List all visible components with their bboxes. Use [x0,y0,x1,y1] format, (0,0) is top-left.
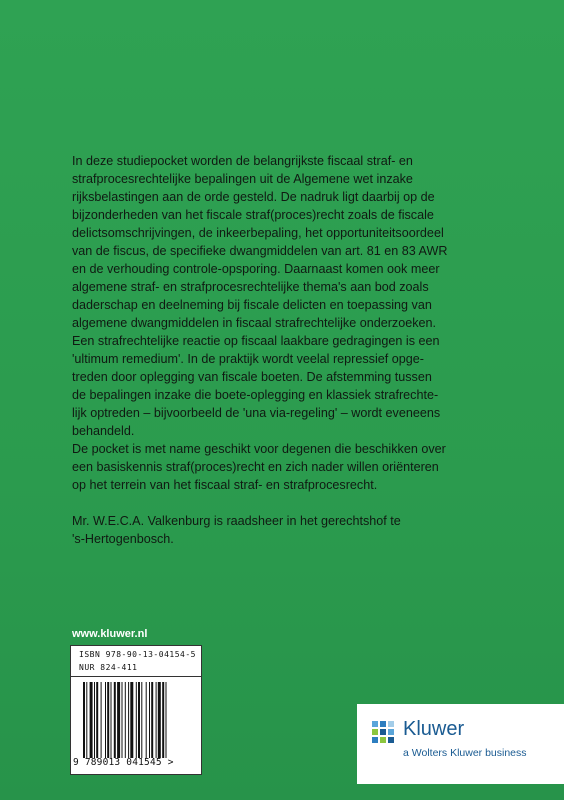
blurb-line: een basiskennis straf(proces)recht en zich nader willen oriënteren [72,460,439,474]
barcode-stripe [156,682,157,758]
blurb-line: In deze studiepocket worden de belangrijkste fiscaal straf- en [72,154,413,168]
barcode-stripe [128,682,129,758]
barcode-stripe [146,682,147,758]
barcode-stripe [94,682,95,758]
barcode-digits: 9 789013 041545 > [73,757,174,768]
nur-label: NUR 824-411 [79,663,138,672]
barcode-panel [70,645,202,775]
barcode-stripe [136,682,137,758]
barcode-stripe [86,682,87,758]
barcode-stripe [166,682,167,758]
blurb-line: Een strafrechtelijke reactie op fiscaal laakbare gedragingen is een [72,334,440,348]
publisher-brand: Kluwer [403,718,465,740]
blurb-line: en de verhouding controle-opsporing. Daarnaast komen ook meer [72,262,440,276]
blurb-line: bijzonderheden van het fiscale straf(proces)recht zoals de fiscale [72,208,434,222]
barcode-stripe [111,682,112,758]
blurb-line: algemene dwangmiddelen in fiscaal strafrechtelijke onderzoeken. [72,316,437,330]
blurb-line: rijksbelastingen aan de orde gesteld. De nadruk ligt daarbij op de [72,190,435,204]
barcode-stripe [114,682,116,758]
isbn-label: ISBN 978-90-13-04154-5 [79,650,196,659]
blurb-line: de bepalingen inzake die boete-oplegging en klassiek strafrechte- [72,388,439,402]
barcode-stripe [122,682,123,758]
blurb-line: strafprocesrechtelijke bepalingen uit de Algemene wet inzake [72,172,413,186]
barcode-stripe [125,682,126,758]
blurb-line: van de fiscus, de specifieke dwangmiddelen van art. 81 en 83 AWR [72,244,448,258]
blurb-line: algemene straf- en strafprocesrechtelijke thema's aan bod zoals [72,280,429,294]
blurb-line: De pocket is met name geschikt voor degenen die beschikken over [72,442,446,456]
barcode-stripe [107,682,109,758]
barcode-stripe [141,682,142,758]
barcode-stripe [162,682,164,758]
barcode-stripe [101,682,102,758]
blurb-line: delictsomschrijvingen, de inkeerbepaling, het opportuniteitsoordeel [72,226,444,240]
barcode-divider [71,676,201,677]
blurb-line: treden door oplegging van fiscale boeten. De afstemming tussen [72,370,432,384]
publisher-tagline: a Wolters Kluwer business [403,747,527,759]
blurb-paragraph-1 [72,152,492,494]
blurb-line: daderschap en deelneming bij fiscale delicten en toepassing van [72,298,432,312]
barcode-stripe [90,682,93,758]
blurb-line: behandeld. [72,424,135,438]
barcode-icon [83,682,191,758]
barcode-stripe [138,682,140,758]
blurb-line: lijk optreden – bijvoorbeeld de 'una via-regeling' – wordt eveneens [72,406,441,420]
website-url: www.kluwer.nl [72,628,148,640]
barcode-stripe [158,682,161,758]
publisher-logo-panel [357,704,564,784]
barcode-stripe [130,682,133,758]
barcode-stripe [83,682,85,758]
blurb-text [72,152,492,548]
blurb-line: Mr. W.E.C.A. Valkenburg is raadsheer in het gerechtshof te [72,514,401,528]
barcode-stripe [149,682,150,758]
blurb-line: op het terrein van het fiscaal straf- en strafprocesrecht. [72,478,378,492]
blurb-line: 's-Hertogenbosch. [72,532,174,546]
barcode-stripe [151,682,153,758]
kluwer-grid-logo-icon [369,718,397,746]
blurb-line: 'ultimum remedium'. In de praktijk wordt veelal repressief opge- [72,352,424,366]
author-bio [72,512,492,548]
barcode-stripe [117,682,120,758]
barcode-stripe [105,682,106,758]
barcode-stripe [96,682,98,758]
